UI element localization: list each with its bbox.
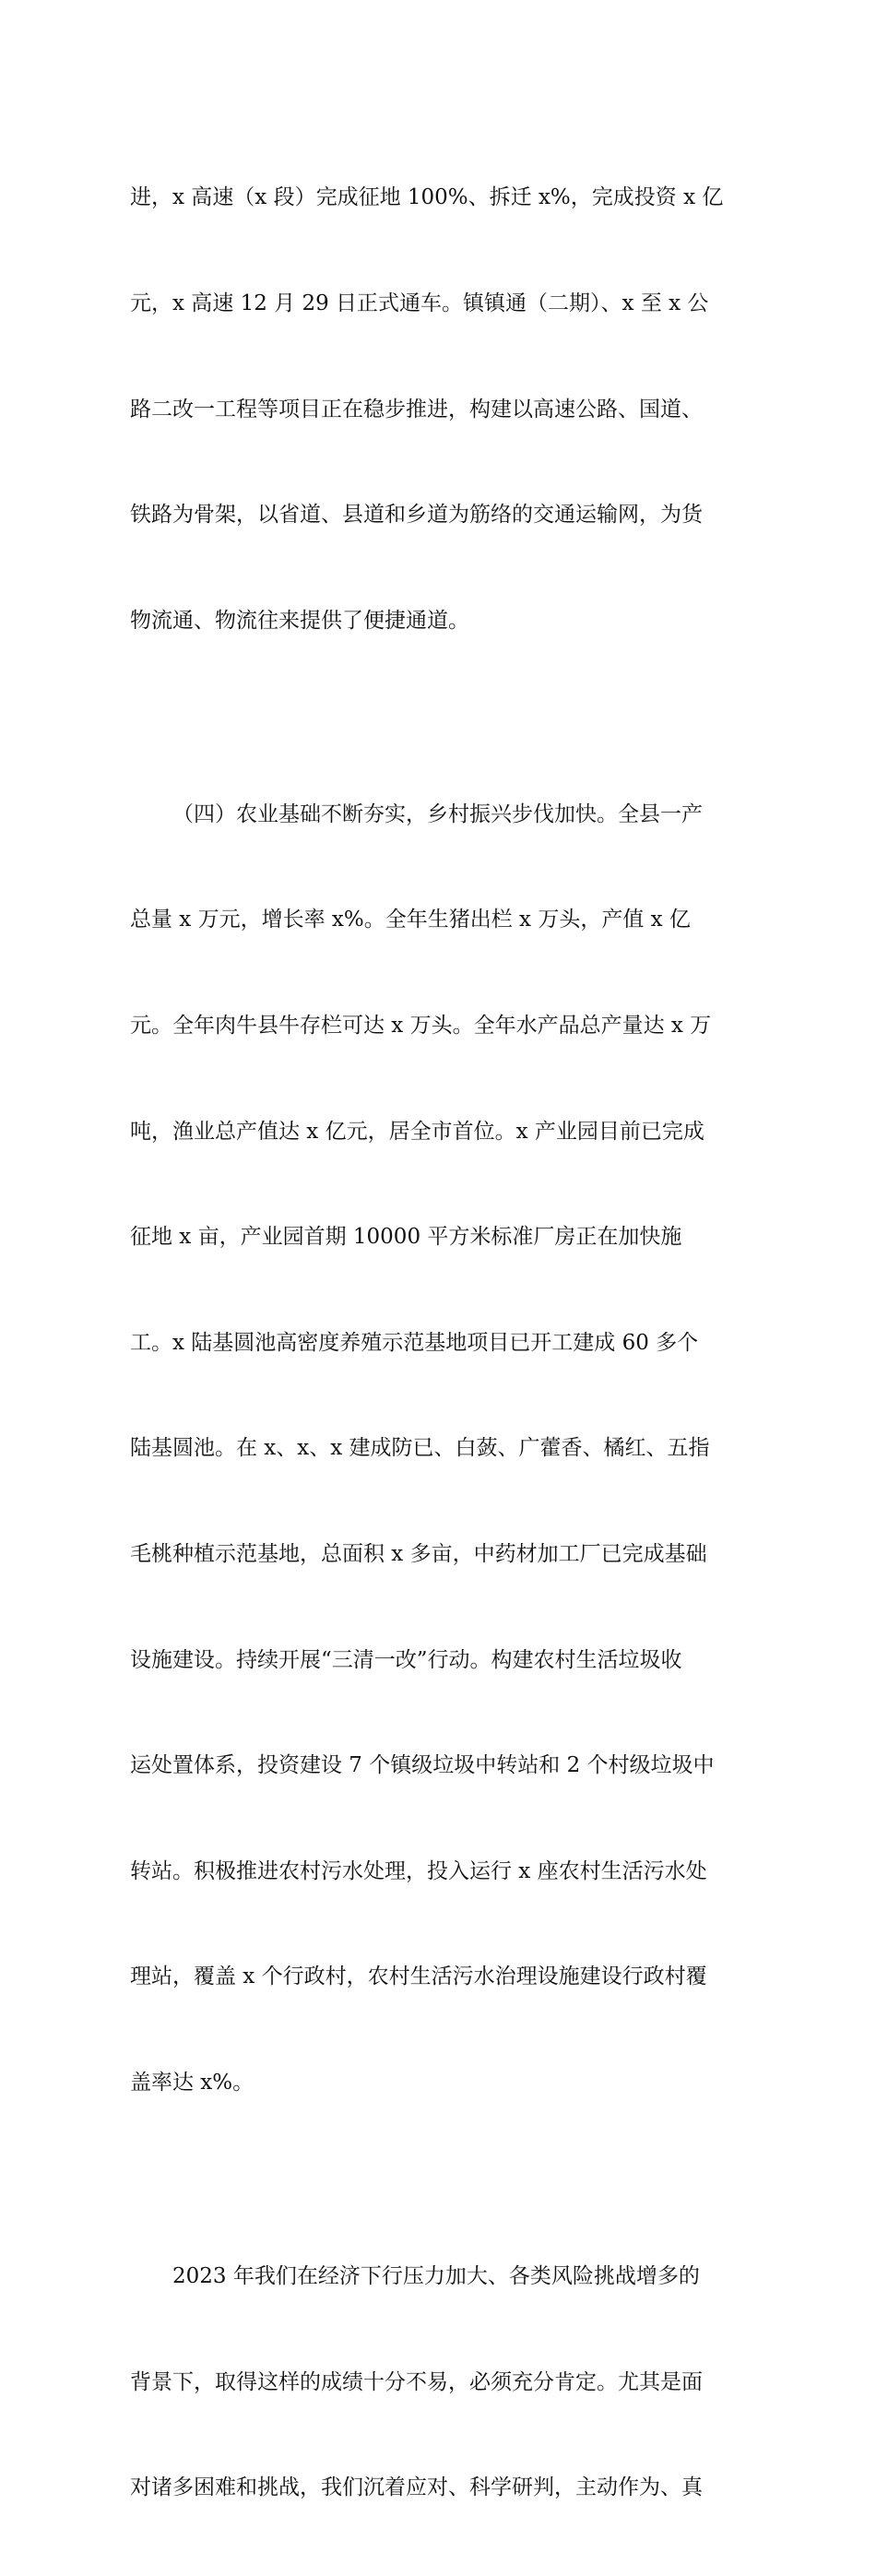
text-line: 设施建设。持续开展“三清一改”行动。构建农村生活垃圾收 — [130, 1647, 682, 1672]
text-line: 转站。积极推进农村污水处理，投入运行 x 座农村生活污水处 — [130, 1858, 707, 1883]
text-line: 陆基圆池。在 x、x、x 建成防已、白蔹、广藿香、橘红、五指 — [130, 1436, 710, 1461]
paragraph-summary — [130, 2189, 748, 2576]
text-line: 元。全年肉牛县牛存栏可达 x 万头。全年水产品总产量达 x 万 — [130, 1013, 712, 1038]
text-line: （四）农业基础不断夯实，乡村振兴步伐加快。全县一产 — [172, 801, 703, 826]
paragraph-agriculture — [130, 726, 748, 2170]
text-line: 背景下，取得这样的成绩十分不易，必须充分肯定。尤其是面 — [130, 2369, 703, 2394]
text-line: 总量 x 万元，增长率 x%。全年生猪出栏 x 万头，产值 x 亿 — [130, 908, 691, 932]
text-line: 进，x 高速（x 段）完成征地 100%、拆迁 x%，完成投资 x 亿 — [130, 185, 724, 210]
text-line: 2023 年我们在经济下行压力加大、各类风险挑战增多的 — [172, 2263, 700, 2288]
text-line: 运处置体系，投资建设 7 个镇级垃圾中转站和 2 个村级垃圾中 — [130, 1753, 715, 1778]
text-line: 毛桃种植示范基地，总面积 x 多亩，中药材加工厂已完成基础 — [130, 1541, 707, 1566]
text-line: 元，x 高速 12 月 29 日正式通车。镇镇通（二期）、x 至 x 公 — [130, 291, 709, 315]
text-line: 盖率达 x%。 — [130, 2070, 255, 2095]
text-line: 路二改一工程等项目正在稳步推进，构建以高速公路、国道、 — [130, 397, 703, 421]
text-line: 征地 x 亩，产业园首期 10000 平方米标准厂房正在加快施 — [130, 1225, 682, 1250]
text-line: 吨，渔业总产值达 x 亿元，居全市首位。x 产业园目前已完成 — [130, 1119, 704, 1144]
text-line: 理站，覆盖 x 个行政村，农村生活污水治理设施建设行政村覆 — [130, 1965, 707, 1989]
text-line: 铁路为骨架，以省道、县道和乡道为筋络的交通运输网，为货 — [130, 503, 703, 528]
document-body — [130, 110, 748, 2576]
text-line: 工。x 陆基圆池高密度养殖示范基地项目已开工建成 60 多个 — [130, 1330, 699, 1355]
text-line: 物流通、物流往来提供了便捷通道。 — [130, 608, 469, 633]
text-line: 对诸多困难和挑战，我们沉着应对、科学研判，主动作为、真 — [130, 2475, 703, 2500]
paragraph-transport — [130, 110, 748, 708]
